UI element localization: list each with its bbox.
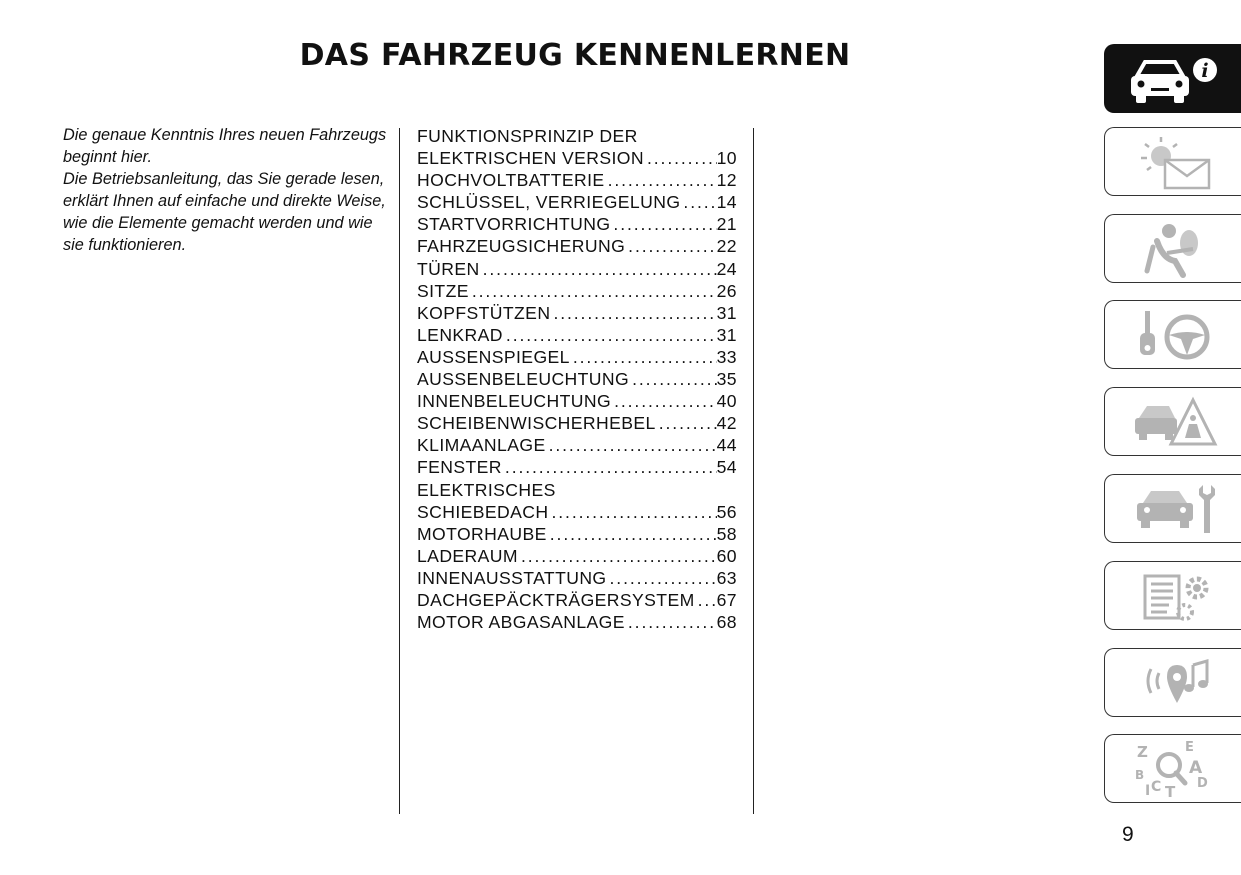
index-search-icon xyxy=(1123,739,1223,799)
toc-entry-title: LADERAUM xyxy=(417,545,518,566)
toc-page-number: 58 xyxy=(716,523,737,544)
toc-page-number: 21 xyxy=(716,214,737,235)
toc-entry-title: ELEKTRISCHEN VERSION xyxy=(417,148,644,169)
toc-entry[interactable] xyxy=(417,258,737,280)
index-letter: Z xyxy=(1137,742,1148,761)
airbag-seat-icon xyxy=(1123,219,1223,279)
toc-leader-dots xyxy=(629,368,717,390)
toc-leader-dots xyxy=(695,589,717,611)
document-gears-icon xyxy=(1123,566,1223,626)
toc-entry[interactable] xyxy=(417,213,737,235)
table-of-contents xyxy=(417,125,737,633)
tab-emergency[interactable] xyxy=(1104,387,1241,456)
toc-page-number: 33 xyxy=(716,346,737,367)
toc-leader-dots xyxy=(605,169,717,191)
toc-page-number: 22 xyxy=(716,236,737,257)
toc-leader-dots xyxy=(625,611,717,633)
toc-page-number: 63 xyxy=(716,567,737,588)
multimedia-music-icon xyxy=(1123,653,1223,713)
toc-entry-title: MOTORHAUBE xyxy=(417,523,547,544)
toc-page-number: 40 xyxy=(716,391,737,412)
toc-entry[interactable] xyxy=(417,567,737,589)
toc-entry[interactable] xyxy=(417,434,737,456)
toc-entry-title: SCHLÜSSEL, VERRIEGELUNG xyxy=(417,192,681,213)
toc-entry[interactable] xyxy=(417,191,737,213)
toc-entry-title: ELEKTRISCHES xyxy=(417,479,556,500)
toc-entry-title: KOPFSTÜTZEN xyxy=(417,302,551,323)
toc-leader-dots xyxy=(549,501,717,523)
column-divider xyxy=(753,128,754,814)
toc-page-number: 54 xyxy=(716,457,737,478)
toc-entry-title: TÜREN xyxy=(417,258,480,279)
toc-entry[interactable] xyxy=(417,611,737,633)
toc-entry[interactable] xyxy=(417,456,737,478)
toc-leader-dots xyxy=(502,456,717,478)
toc-entry[interactable] xyxy=(417,523,737,545)
toc-leader-dots xyxy=(503,324,717,346)
toc-entry[interactable] xyxy=(417,589,737,611)
index-letter: D xyxy=(1197,775,1208,791)
car-info-icon xyxy=(1123,54,1223,104)
toc-page-number: 42 xyxy=(716,413,737,434)
toc-page-number: 67 xyxy=(716,589,737,610)
tab-multimedia[interactable] xyxy=(1104,648,1241,717)
index-letter: T xyxy=(1165,782,1176,799)
toc-entry-title: SITZE xyxy=(417,280,469,301)
toc-entry[interactable] xyxy=(417,324,737,346)
index-letter: E xyxy=(1185,739,1194,755)
toc-page-number: 12 xyxy=(716,170,737,191)
index-letter: A xyxy=(1189,757,1203,778)
toc-leader-dots xyxy=(656,412,717,434)
toc-leader-dots xyxy=(550,302,716,324)
intro-paragraph: Die Betriebsanleitung, das Sie gerade lesen, erklärt Ihnen auf einfache und direkte Weise, wie die Elemente gemacht werden und wie sie funktionieren. xyxy=(63,170,386,254)
toc-entry-title: HOCHVOLTBATTERIE xyxy=(417,170,605,191)
toc-entry[interactable] xyxy=(417,280,737,302)
toc-entry-title: SCHIEBEDACH xyxy=(417,501,549,522)
toc-entry-title: STARTVORRICHTUNG xyxy=(417,214,611,235)
toc-page-number: 56 xyxy=(716,501,737,522)
accident-warning-triangle-icon xyxy=(1123,392,1223,452)
intro-text xyxy=(63,124,393,256)
toc-entry-title: INNENAUSSTATTUNG xyxy=(417,567,607,588)
toc-page-number: 60 xyxy=(716,545,737,566)
toc-entry-title: AUSSENBELEUCHTUNG xyxy=(417,369,630,390)
toc-entry-title: INNENBELEUCHTUNG xyxy=(417,391,612,412)
toc-page-number: 44 xyxy=(716,435,737,456)
index-letter: B xyxy=(1135,767,1145,782)
toc-leader-dots xyxy=(546,434,717,456)
tab-index[interactable] xyxy=(1104,734,1241,803)
toc-entry[interactable] xyxy=(417,235,737,257)
toc-leader-dots xyxy=(625,235,716,257)
toc-page-number: 26 xyxy=(716,280,737,301)
toc-leader-dots xyxy=(610,213,716,235)
toc-entry-title: FUNKTIONSPRINZIP DER xyxy=(417,126,638,146)
toc-leader-dots xyxy=(644,147,717,169)
key-steering-wheel-icon xyxy=(1123,305,1223,365)
toc-leader-dots xyxy=(680,191,716,213)
toc-entry-title: FAHRZEUGSICHERUNG xyxy=(417,236,626,257)
toc-page-number: 10 xyxy=(716,148,737,169)
column-divider xyxy=(399,128,400,814)
tab-warning-lights[interactable] xyxy=(1104,127,1241,196)
car-wrench-icon xyxy=(1123,479,1223,539)
toc-entry[interactable] xyxy=(417,346,737,368)
info-glyph: i xyxy=(1201,59,1209,82)
page-title: DAS FAHRZEUG KENNENLERNEN xyxy=(299,38,851,73)
tab-safety[interactable] xyxy=(1104,214,1241,283)
toc-page-number: 31 xyxy=(716,324,737,345)
toc-leader-dots xyxy=(570,346,717,368)
toc-leader-dots xyxy=(469,280,717,302)
toc-entry[interactable] xyxy=(417,412,737,434)
toc-leader-dots xyxy=(547,523,717,545)
toc-entry[interactable] xyxy=(417,479,737,523)
toc-page-number: 14 xyxy=(716,192,737,213)
toc-entry-title: AUSSENSPIEGEL xyxy=(417,346,570,367)
toc-page-number: 24 xyxy=(716,258,737,279)
index-letter: C xyxy=(1151,778,1162,795)
toc-entry[interactable] xyxy=(417,368,737,390)
toc-entry[interactable] xyxy=(417,390,737,412)
toc-entry-title: MOTOR ABGASANLAGE xyxy=(417,612,625,633)
toc-leader-dots xyxy=(518,545,717,567)
chapter-tabs xyxy=(1104,0,1241,875)
toc-page-number: 31 xyxy=(716,302,737,323)
intro-paragraph: Die genaue Kenntnis Ihres neuen Fahrzeugs beginnt hier. xyxy=(63,126,387,166)
toc-page-number: 35 xyxy=(716,369,737,390)
toc-entry[interactable] xyxy=(417,302,737,324)
toc-leader-dots xyxy=(607,567,717,589)
toc-entry[interactable] xyxy=(417,125,737,169)
tab-starting-driving[interactable] xyxy=(1104,300,1241,369)
toc-leader-dots xyxy=(480,258,717,280)
toc-entry[interactable] xyxy=(417,169,737,191)
tab-car-info[interactable] xyxy=(1104,44,1241,113)
toc-entry[interactable] xyxy=(417,545,737,567)
page-number: 9 xyxy=(1122,823,1134,846)
index-letter: I xyxy=(1145,782,1151,799)
toc-leader-dots xyxy=(611,390,717,412)
toc-page-number: 68 xyxy=(716,612,737,633)
toc-entry-title: FENSTER xyxy=(417,457,502,478)
toc-entry-title: SCHEIBENWISCHERHEBEL xyxy=(417,413,656,434)
tab-service[interactable] xyxy=(1104,474,1241,543)
toc-entry-title: KLIMAANLAGE xyxy=(417,435,546,456)
warning-light-message-icon xyxy=(1123,132,1223,192)
toc-entry-title: DACHGEPÄCKTRÄGERSYSTEM xyxy=(417,589,695,610)
toc-entry-title: LENKRAD xyxy=(417,324,503,345)
tab-technical-data[interactable] xyxy=(1104,561,1241,630)
